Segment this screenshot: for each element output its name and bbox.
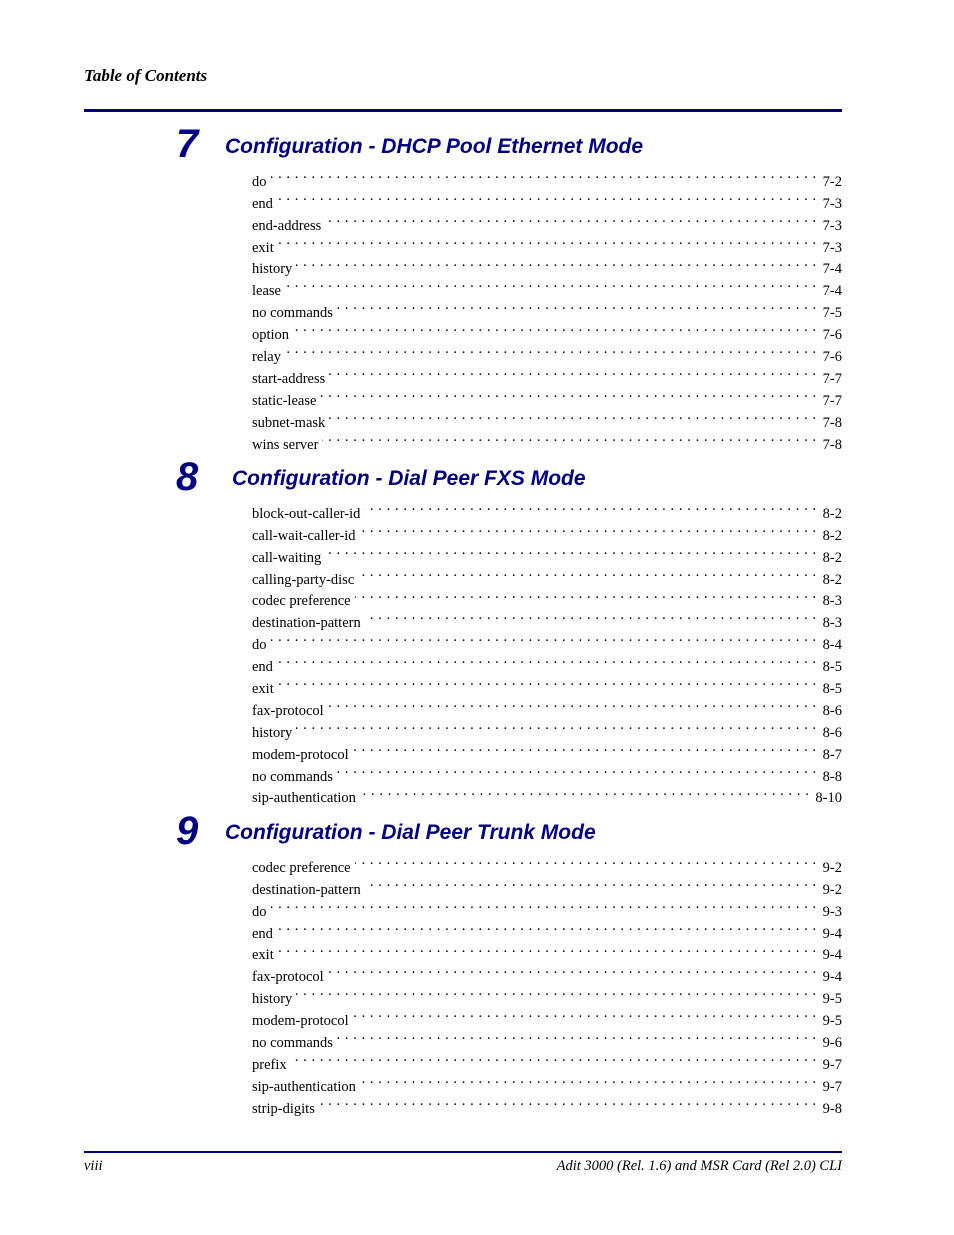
toc-entry[interactable]	[252, 273, 842, 300]
toc-entry-page: 9-7	[822, 1078, 842, 1095]
toc-entry-name: codec preference	[252, 593, 351, 610]
toc-entry[interactable]	[252, 850, 842, 876]
chapter-number: 8	[176, 455, 199, 499]
dot-leader	[277, 186, 817, 208]
toc-entry[interactable]	[252, 540, 842, 566]
toc-entry-name: wins server	[252, 436, 319, 453]
toc-entry-name: lease	[252, 283, 281, 300]
toc-entry-name: no commands	[252, 305, 333, 322]
toc-entry-name: history	[252, 261, 293, 278]
dot-leader	[271, 627, 817, 649]
toc-entry[interactable]	[252, 916, 842, 942]
toc-entry-name: exit	[252, 239, 274, 256]
toc-entry-name: end	[252, 925, 273, 942]
dot-leader	[322, 427, 816, 449]
chapter-number: 7	[176, 122, 199, 166]
toc-entry[interactable]	[252, 230, 842, 256]
toc-entry-name: static-lease	[252, 392, 317, 409]
toc-entry-list	[252, 850, 842, 1117]
dot-leader	[277, 916, 817, 938]
toc-entry-page: 9-5	[822, 991, 842, 1008]
toc-entry-name: history	[252, 724, 293, 741]
toc-entry-page: 8-10	[815, 790, 842, 807]
toc-entry-name: end-address	[252, 217, 322, 234]
toc-entry-name: end	[252, 195, 273, 212]
toc-entry-name: sip-authentication	[252, 1078, 356, 1095]
toc-entry-page: 7-7	[822, 370, 842, 387]
toc-entry[interactable]	[252, 737, 842, 763]
toc-entry[interactable]	[252, 959, 842, 986]
toc-entry[interactable]	[252, 1069, 842, 1095]
toc-entry-name: destination-pattern	[252, 881, 361, 898]
toc-entry[interactable]	[252, 383, 842, 409]
toc-entry-page: 8-2	[822, 505, 842, 522]
footer-page-number: viii	[84, 1158, 103, 1174]
toc-entry-page: 9-4	[822, 969, 842, 986]
toc-entry-page: 8-5	[822, 659, 842, 676]
toc-entry-name: call-wait-caller-id	[252, 527, 356, 544]
toc-entry-page: 8-5	[822, 681, 842, 698]
dot-leader	[360, 781, 810, 803]
running-head-title: Table of Contents	[84, 66, 208, 85]
toc-entry[interactable]	[252, 671, 842, 698]
toc-entry-page: 7-7	[822, 392, 842, 409]
toc-entry-name: destination-pattern	[252, 615, 361, 632]
toc-entry[interactable]	[252, 252, 842, 278]
toc-entry-page: 8-2	[822, 549, 842, 566]
dot-leader	[365, 605, 817, 627]
toc-entry[interactable]	[252, 496, 842, 522]
toc-entry-name: strip-digits	[252, 1100, 315, 1117]
toc-entry[interactable]	[252, 339, 842, 366]
dot-leader	[296, 981, 816, 1003]
toc-entry[interactable]	[252, 427, 842, 453]
toc-entry[interactable]	[252, 627, 842, 654]
toc-entry-page: 7-3	[822, 217, 842, 234]
dot-leader	[358, 562, 816, 584]
toc-entry-page: 7-4	[822, 283, 842, 300]
toc-entry-page: 7-3	[822, 195, 842, 212]
toc-entry-page: 8-3	[822, 615, 842, 632]
dot-leader	[353, 1003, 817, 1025]
toc-entry-name: modem-protocol	[252, 1013, 349, 1030]
dot-leader	[285, 273, 817, 295]
toc-entry[interactable]	[252, 405, 842, 431]
chapter-title[interactable]: Configuration - DHCP Pool Ethernet Mode	[225, 135, 644, 158]
dot-leader	[296, 715, 816, 737]
header-rule	[84, 109, 842, 112]
toc-entry-name: do	[252, 173, 267, 190]
toc-entry[interactable]	[252, 759, 842, 785]
dot-leader	[293, 317, 817, 339]
toc-entry-name: end	[252, 659, 273, 676]
dot-leader	[291, 1047, 817, 1069]
dot-leader	[364, 496, 816, 518]
toc-entry-page: 8-6	[822, 702, 842, 719]
toc-entry[interactable]	[252, 164, 842, 190]
toc-entry-page: 8-2	[822, 527, 842, 544]
dot-leader	[360, 1069, 817, 1091]
dot-leader	[278, 230, 817, 252]
toc-entry[interactable]	[252, 208, 842, 234]
toc-entry-page: 9-2	[822, 859, 842, 876]
toc-entry-page: 8-8	[822, 768, 842, 785]
dot-leader	[337, 295, 817, 317]
dot-leader	[365, 872, 817, 894]
dot-leader	[271, 894, 817, 916]
toc-entry-page: 7-8	[822, 436, 842, 453]
toc-entry-page: 9-7	[822, 1056, 842, 1073]
dot-leader	[355, 850, 817, 872]
toc-entry[interactable]	[252, 649, 842, 676]
toc-entry-name: fax-protocol	[252, 969, 324, 986]
dot-leader	[328, 693, 817, 715]
dot-leader	[337, 1025, 817, 1047]
dot-leader	[271, 164, 817, 186]
toc-entry-name: no commands	[252, 1035, 333, 1052]
dot-leader	[278, 671, 817, 693]
toc-entry-name: sip-authentication	[252, 790, 356, 807]
footer-document-title: Adit 3000 (Rel. 1.6) and MSR Card (Rel 2.0) CLI	[556, 1158, 842, 1174]
toc-entry-name: do	[252, 637, 267, 654]
toc-entry-name: fax-protocol	[252, 702, 324, 719]
toc-entry[interactable]	[252, 562, 842, 588]
dot-leader	[337, 759, 817, 781]
toc-entry-name: no commands	[252, 768, 333, 785]
toc-entry-name: option	[252, 327, 290, 344]
toc-entry[interactable]	[252, 295, 842, 322]
toc-entry-name: modem-protocol	[252, 746, 349, 763]
footer-rule	[84, 1151, 842, 1153]
dot-leader	[355, 584, 817, 606]
toc-entry-name: exit	[252, 681, 274, 698]
dot-leader	[325, 540, 816, 562]
toc-entry[interactable]	[252, 894, 842, 920]
toc-entry[interactable]	[252, 781, 842, 807]
chapter-title[interactable]: Configuration - Dial Peer FXS Mode	[232, 467, 586, 490]
toc-entry-page: 9-5	[822, 1013, 842, 1030]
toc-entry-page: 8-3	[822, 593, 842, 610]
toc-entry-page: 9-6	[822, 1035, 842, 1052]
toc-entry-page: 9-2	[822, 881, 842, 898]
chapter-number: 9	[176, 809, 199, 853]
toc-entry-page: 9-8	[822, 1100, 842, 1117]
chapter-title[interactable]: Configuration - Dial Peer Trunk Mode	[225, 821, 596, 844]
dot-leader	[278, 938, 817, 960]
toc-entry-name: calling-party-disc	[252, 571, 355, 588]
toc-entry[interactable]	[252, 981, 842, 1008]
dot-leader	[329, 361, 816, 383]
dot-leader	[353, 737, 817, 759]
toc-entry-name: exit	[252, 947, 274, 964]
toc-entry-page: 7-6	[822, 327, 842, 344]
dot-leader	[285, 339, 817, 361]
toc-entry-page: 7-8	[822, 414, 842, 431]
dot-leader	[360, 518, 817, 540]
toc-entry[interactable]	[252, 715, 842, 741]
toc-entry[interactable]	[252, 361, 842, 387]
toc-entry-page: 8-6	[822, 724, 842, 741]
toc-entry[interactable]	[252, 1003, 842, 1030]
toc-entry[interactable]	[252, 1091, 842, 1117]
toc-entry-name: block-out-caller-id	[252, 505, 361, 522]
toc-entry-name: start-address	[252, 370, 326, 387]
toc-entry-page: 7-4	[822, 261, 842, 278]
toc-entry-page: 7-6	[822, 349, 842, 366]
toc-entry-list	[252, 496, 842, 807]
toc-entry-name: codec preference	[252, 859, 351, 876]
toc-entry-name: history	[252, 991, 293, 1008]
toc-entry[interactable]	[252, 1047, 842, 1073]
dot-leader	[277, 649, 817, 671]
dot-leader	[329, 405, 816, 427]
toc-entry-page: 9-3	[822, 903, 842, 920]
toc-entry[interactable]	[252, 317, 842, 344]
toc-entry[interactable]	[252, 693, 842, 719]
toc-entry-page: 9-4	[822, 947, 842, 964]
toc-entry[interactable]	[252, 938, 842, 964]
toc-entry-page: 7-3	[822, 239, 842, 256]
toc-entry-name: subnet-mask	[252, 414, 326, 431]
dot-leader	[325, 208, 816, 230]
toc-entry[interactable]	[252, 1025, 842, 1052]
toc-entry-name: prefix	[252, 1056, 287, 1073]
toc-entry-name: call-waiting	[252, 549, 322, 566]
dot-leader	[296, 252, 816, 274]
dot-leader	[328, 959, 817, 981]
toc-entry-page: 9-4	[822, 925, 842, 942]
dot-leader	[320, 383, 816, 405]
toc-entry[interactable]	[252, 186, 842, 212]
dot-leader	[319, 1091, 817, 1113]
toc-entry-page: 8-7	[822, 746, 842, 763]
toc-entry-list	[252, 164, 842, 453]
toc-entry-page: 7-2	[822, 173, 842, 190]
toc-entry-page: 8-2	[822, 571, 842, 588]
toc-entry-page: 7-5	[822, 305, 842, 322]
toc-entry-page: 8-4	[822, 637, 842, 654]
toc-entry-name: do	[252, 903, 267, 920]
toc-entry-name: relay	[252, 349, 281, 366]
